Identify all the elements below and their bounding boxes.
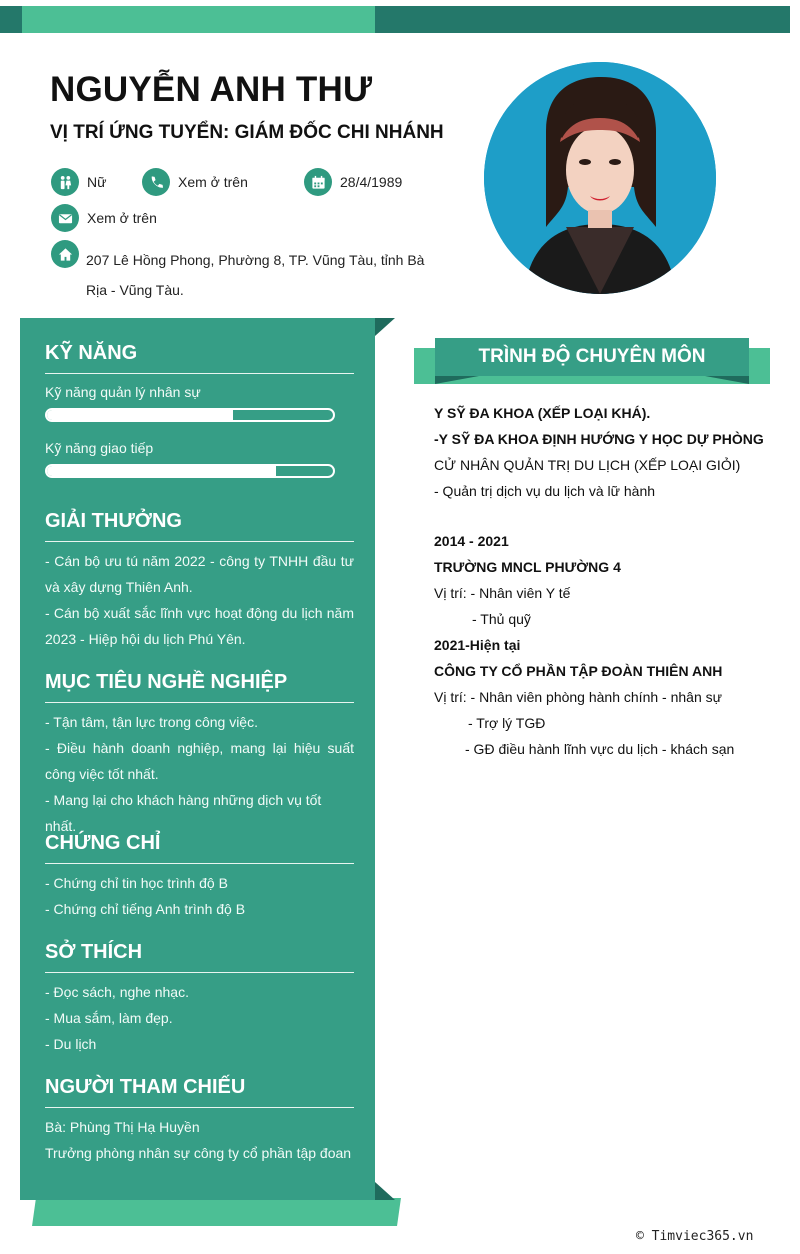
phone-value: Xem ở trên — [178, 174, 248, 190]
objective-title: MỤC TIÊU NGHỀ NGHIỆP — [45, 671, 354, 703]
degree-2-sub: - Quản trị dịch vụ du lịch và lữ hành — [434, 483, 656, 499]
objective-item: - Mang lại cho khách hàng những dịch vụ tốt nhất. — [45, 792, 322, 834]
gender-icon — [51, 168, 79, 196]
skill-bar-fill — [47, 410, 233, 420]
panel-fold-top — [375, 318, 395, 336]
references-title: NGƯỜI THAM CHIẾU — [45, 1076, 354, 1108]
objective-item: - Tận tâm, tận lực trong công việc. — [45, 714, 258, 730]
job-1-period: 2014 - 2021 — [434, 533, 509, 549]
hobby-item: - Mua sắm, làm đẹp. — [45, 1010, 173, 1026]
degree-1: Y SỸ ĐA KHOA (XẾP LOẠI KHÁ). — [434, 405, 651, 421]
address-info — [51, 240, 87, 268]
objective-item: - Điều hành doanh nghiệp, mang lại hiệu suất công việc tốt nhất. — [45, 740, 354, 782]
panel-fold-bottom — [375, 1182, 395, 1200]
hobby-item: - Đọc sách, nghe nhạc. — [45, 984, 189, 1000]
address-value: 207 Lê Hồng Phong, Phường 8, TP. Vũng Tàu, tỉnh Bà Rịa - Vũng Tàu. — [86, 252, 425, 298]
awards-title: GIẢI THƯỞNG — [45, 510, 354, 542]
top-band — [0, 6, 790, 33]
gender-info — [51, 168, 106, 196]
phone-info — [142, 168, 248, 196]
job-2-period: 2021-Hiện tại — [434, 637, 521, 653]
job-2-role: - Trợ lý TGĐ — [468, 715, 546, 731]
skills-title: KỸ NĂNG — [45, 342, 354, 374]
panel-shadow — [32, 1198, 401, 1226]
ribbon-fold-right — [705, 376, 749, 384]
certificate-item: - Chứng chỉ tin học trình độ B — [45, 875, 228, 891]
skill-bar — [45, 408, 335, 422]
skill-bar — [45, 464, 335, 478]
phone-icon — [142, 168, 170, 196]
email-info — [51, 204, 157, 232]
hobby-item: - Du lịch — [45, 1036, 97, 1052]
certificates-title: CHỨNG CHỈ — [45, 832, 354, 864]
applied-position: VỊ TRÍ ỨNG TUYỂN: GIÁM ĐỐC CHI NHÁNH — [50, 122, 444, 143]
spacer — [434, 504, 774, 528]
home-icon — [51, 240, 79, 268]
candidate-name: NGUYỄN ANH THƯ — [50, 70, 373, 109]
education-content — [434, 400, 774, 762]
award-item: - Cán bộ xuất sắc lĩnh vực hoạt động du lịch năm 2023 - Hiệp hội du lịch Phú Yên. — [45, 605, 354, 647]
profile-photo — [484, 62, 716, 294]
skill-bar-fill — [47, 466, 276, 476]
certificate-item: - Chứng chỉ tiếng Anh trình độ B — [45, 901, 246, 917]
job-2-company: CÔNG TY CỔ PHẦN TẬP ĐOÀN THIÊN ANH — [434, 663, 723, 679]
skill-label: Kỹ năng quản lý nhân sự — [45, 384, 201, 400]
birthdate-info — [304, 168, 402, 196]
award-item: - Cán bộ ưu tú năm 2022 - công ty TNHH đầu tư và xây dựng Thiên Anh. — [45, 553, 354, 595]
ribbon-fold-left — [435, 376, 479, 384]
left-panel — [20, 318, 375, 1200]
top-band-highlight — [22, 6, 375, 33]
hobbies-title: SỞ THÍCH — [45, 941, 354, 973]
skill-label: Kỹ năng giao tiếp — [45, 440, 154, 456]
job-1-role: - Thủ quỹ — [472, 611, 531, 627]
degree-2: CỬ NHÂN QUẢN TRỊ DU LỊCH (XẾP LOẠI GIỎI) — [434, 457, 741, 473]
education-title: TRÌNH ĐỘ CHUYÊN MÔN — [435, 338, 749, 376]
gender-value: Nữ — [87, 174, 107, 190]
email-value: Xem ở trên — [87, 210, 157, 226]
job-1-role: Vị trí: - Nhân viên Y tế — [434, 585, 571, 601]
job-2-role: Vị trí: - Nhân viên phòng hành chính - nhân sự — [434, 689, 722, 705]
envelope-icon — [51, 204, 79, 232]
job-1-company: TRƯỜNG MNCL PHƯỜNG 4 — [434, 559, 621, 575]
degree-1-sub: -Y SỸ ĐA KHOA ĐỊNH HƯỚNG Y HỌC DỰ PHÒNG — [434, 431, 764, 447]
birthdate-value: 28/4/1989 — [340, 174, 403, 190]
footer-credit: © Timviec365.vn — [636, 1229, 754, 1244]
reference-item: Trưởng phòng nhân sự công ty cổ phần tập đoan — [45, 1145, 352, 1161]
reference-item: Bà: Phùng Thị Hạ Huyền — [45, 1119, 200, 1135]
calendar-icon — [304, 168, 332, 196]
job-2-role: - GĐ điều hành lĩnh vực du lịch - khách sạn — [465, 741, 735, 757]
